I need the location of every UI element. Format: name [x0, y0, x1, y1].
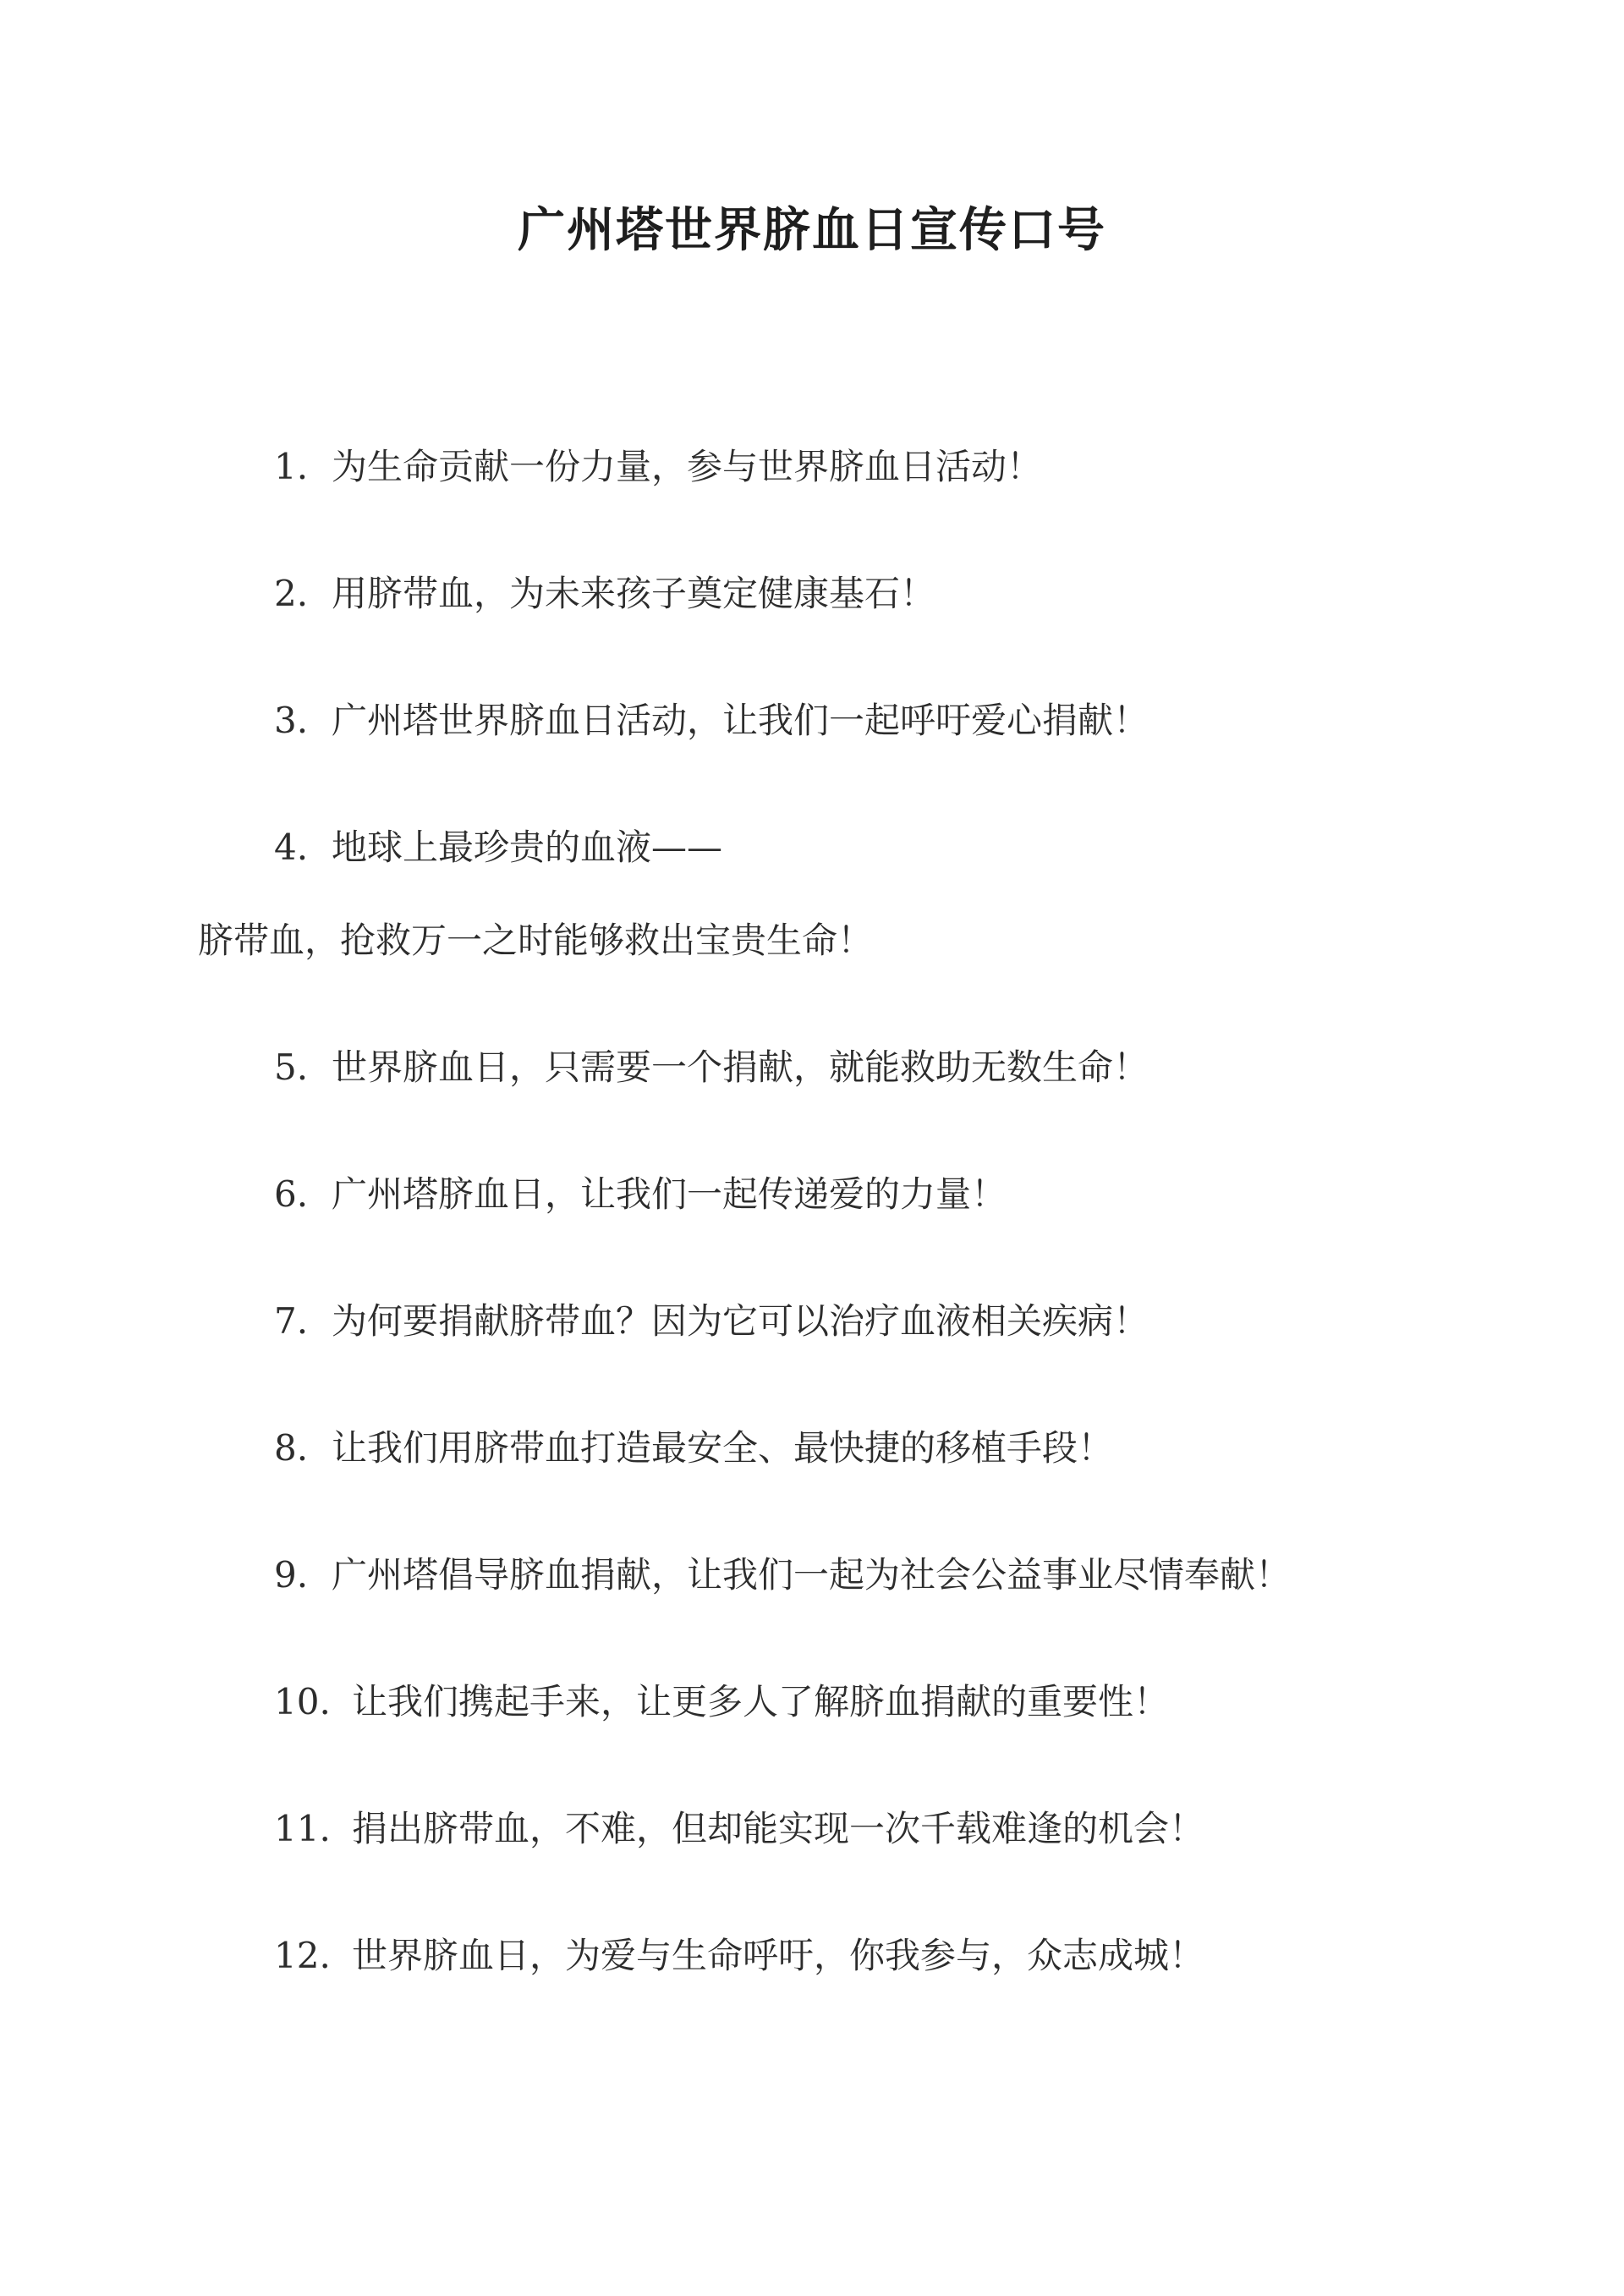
item-number: 4. [274, 827, 309, 868]
slogan-list [0, 440, 1624, 2056]
list-item [0, 1802, 1624, 1856]
item-number: 2. [274, 573, 309, 614]
list-item [0, 567, 1624, 621]
item-text: 让我们用脐带血打造最安全、最快捷的移植手段！ [332, 1427, 1114, 1469]
list-item [0, 1548, 1624, 1602]
item-number: 12. [274, 1935, 331, 1976]
item-number: 3. [274, 700, 309, 741]
item-number: 6. [274, 1173, 309, 1215]
list-item [0, 1421, 1624, 1475]
item-number: 8. [274, 1427, 309, 1469]
item-text-continuation: 脐带血，抢救万一之时能够救出宝贵生命！ [198, 920, 874, 961]
list-item [0, 821, 1624, 968]
item-text: 广州塔世界脐血日活动，让我们一起呼吁爱心捐献！ [332, 700, 1149, 741]
list-item [0, 1167, 1624, 1222]
item-number: 1. [274, 446, 309, 487]
item-text: 广州塔倡导脐血捐献，让我们一起为社会公益事业尽情奉献！ [332, 1554, 1292, 1596]
item-text: 广州塔脐血日，让我们一起传递爱的力量！ [332, 1173, 1007, 1215]
item-text: 为生命贡献一份力量，参与世界脐血日活动！ [332, 446, 1043, 487]
list-item [0, 694, 1624, 748]
item-text: 世界脐血日，只需要一个捐献，就能救助无数生命！ [332, 1046, 1149, 1088]
list-item [0, 1929, 1624, 1983]
page-title: 广州塔世界脐血日宣传口号 [518, 202, 1106, 258]
item-text: 捐出脐带血，不难，但却能实现一次千载难逢的机会！ [352, 1808, 1205, 1849]
item-number: 9. [274, 1554, 309, 1596]
list-item [0, 1294, 1624, 1348]
item-number: 11. [274, 1808, 331, 1849]
item-text: 用脐带血，为未来孩子奠定健康基石！ [332, 573, 936, 614]
item-text: 为何要捐献脐带血？因为它可以治疗血液相关疾病！ [332, 1300, 1149, 1342]
item-number: 7. [274, 1300, 309, 1342]
list-item [0, 1041, 1624, 1095]
item-number: 5. [274, 1046, 309, 1088]
item-text: 世界脐血日，为爱与生命呼吁，你我参与，众志成城！ [352, 1935, 1205, 1976]
list-item [0, 1675, 1624, 1729]
item-text: 让我们携起手来，让更多人了解脐血捐献的重要性！ [352, 1681, 1170, 1722]
list-item [0, 440, 1624, 494]
item-text: 地球上最珍贵的血液—— [332, 827, 723, 868]
item-number: 10. [274, 1681, 331, 1722]
